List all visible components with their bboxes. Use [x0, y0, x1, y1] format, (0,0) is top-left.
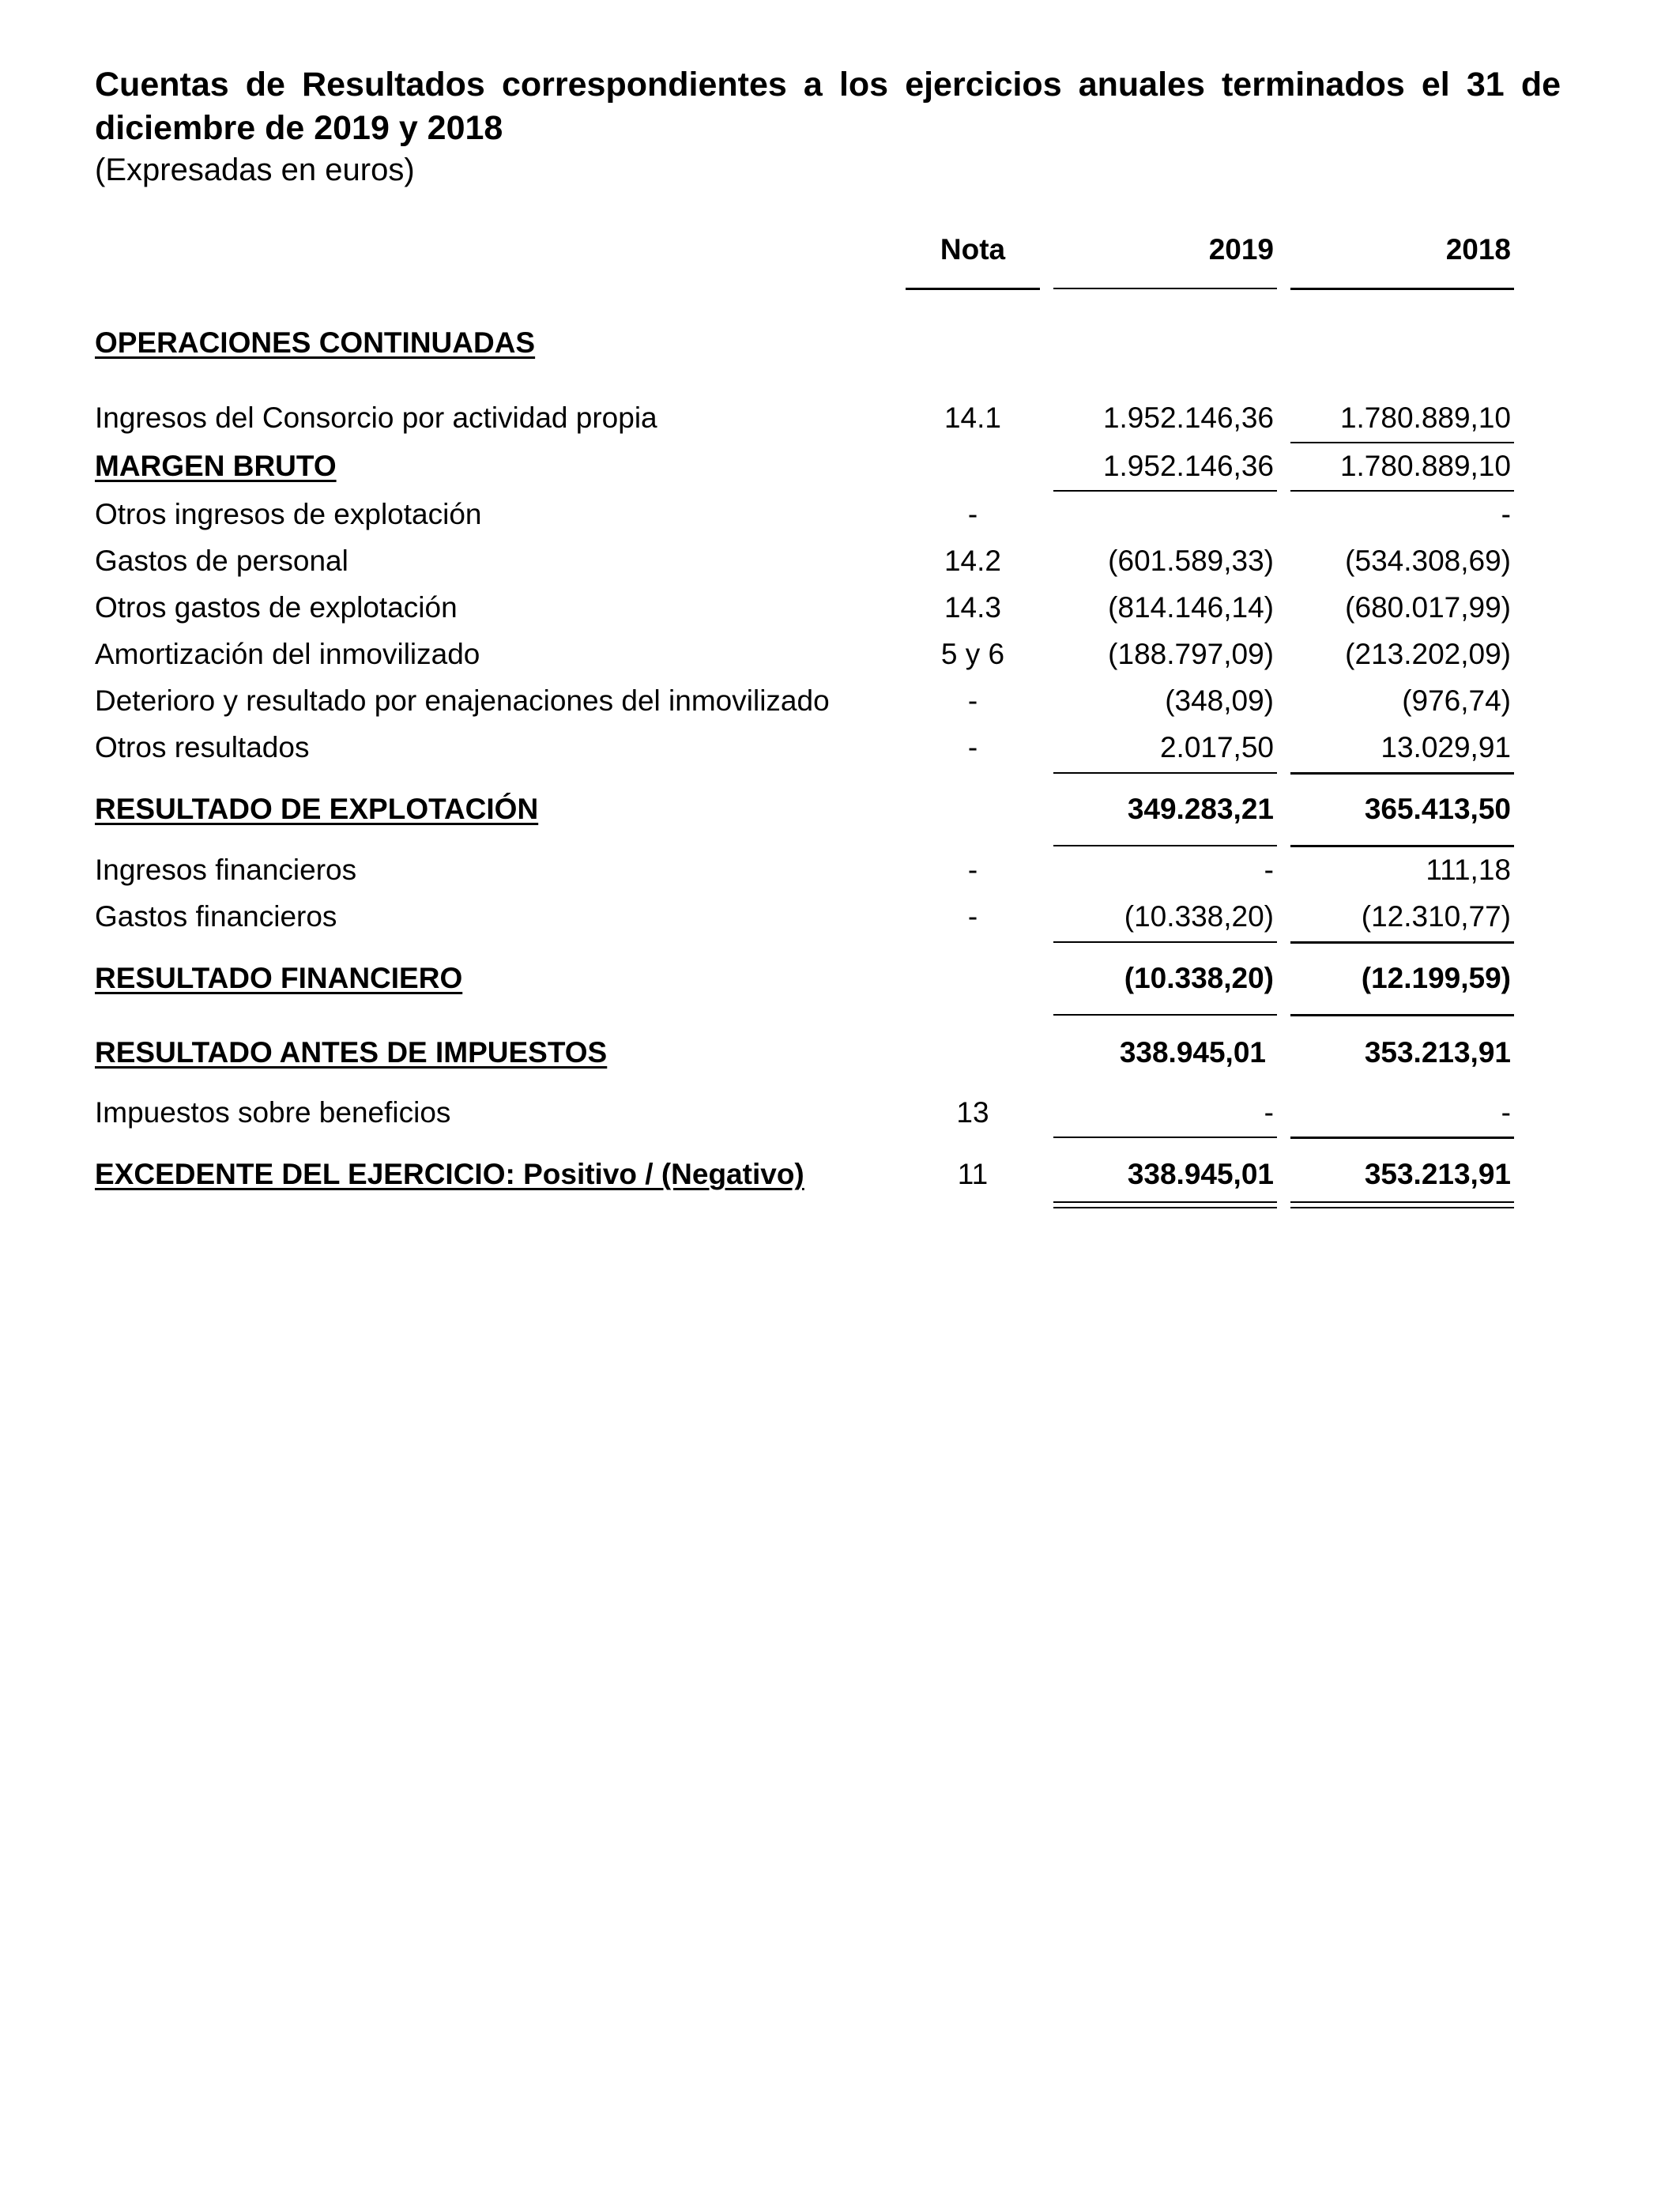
row-value-2019: 1.952.146,36	[1102, 450, 1274, 482]
row-value-2018: (680.017,99)	[1345, 591, 1511, 624]
row-value-2019: -	[1264, 854, 1274, 886]
row-label: MARGEN BRUTO	[95, 450, 337, 482]
rule	[1290, 941, 1514, 944]
row-nota: 5 y 6	[940, 638, 1005, 670]
row-nota: -	[967, 684, 978, 717]
row-value-2019: (188.797,09)	[1108, 638, 1274, 670]
row-label: Gastos de personal	[95, 545, 348, 577]
row-label: Gastos financieros	[95, 900, 337, 933]
row-value-2018: -	[1501, 1096, 1511, 1129]
rule	[1053, 1137, 1277, 1138]
row-value-2019: 1.952.146,36	[1102, 401, 1274, 434]
row-nota: -	[967, 854, 978, 886]
header-2019: 2019	[1208, 233, 1274, 266]
rule	[1053, 845, 1277, 846]
row-label: Otros gastos de explotación	[95, 591, 458, 624]
rule	[1053, 1014, 1277, 1016]
rule	[1290, 1014, 1514, 1016]
header-rule-nota	[906, 288, 1040, 290]
row-value-2019: (601.589,33)	[1108, 545, 1274, 577]
row-label: Otros ingresos de explotación	[95, 498, 482, 530]
rule	[1290, 490, 1514, 492]
document-subtitle: (Expresadas en euros)	[95, 153, 415, 187]
row-value-2019: (814.146,14)	[1108, 591, 1274, 624]
row-value-2018: 1.780.889,10	[1339, 401, 1511, 434]
row-value-2019: 2.017,50	[1159, 731, 1274, 763]
row-nota: -	[967, 498, 978, 530]
row-value-2018: 13.029,91	[1381, 731, 1511, 763]
row-value-2019: 349.283,21	[1127, 793, 1274, 825]
double-rule	[1290, 1201, 1514, 1208]
row-value-2019: (10.338,20)	[1124, 900, 1274, 933]
row-label: Impuestos sobre beneficios	[95, 1096, 451, 1129]
rule	[1290, 442, 1514, 443]
row-label: EXCEDENTE DEL EJERCICIO: Positivo / (Negativo)	[95, 1158, 804, 1190]
section-heading: OPERACIONES CONTINUADAS	[95, 326, 536, 359]
row-value-2018: 111,18	[1426, 854, 1511, 886]
row-value-2018: -	[1501, 498, 1511, 530]
row-label: RESULTADO ANTES DE IMPUESTOS	[95, 1036, 608, 1069]
row-value-2018: (534.308,69)	[1345, 545, 1511, 577]
row-value-2019: -	[1264, 1096, 1274, 1129]
row-nota: 14.1	[944, 401, 1001, 434]
row-value-2019: (10.338,20)	[1124, 962, 1274, 994]
row-nota: 13	[956, 1096, 989, 1129]
rule	[1290, 845, 1514, 847]
row-label: Ingresos financieros	[95, 854, 357, 886]
row-value-2018: (12.199,59)	[1361, 962, 1511, 994]
row-label: RESULTADO DE EXPLOTACIÓN	[95, 793, 539, 825]
row-value-2019: 338.945,01	[1127, 1158, 1274, 1190]
row-value-2018: 365.413,50	[1364, 793, 1511, 825]
rule	[1053, 490, 1277, 492]
header-2018: 2018	[1445, 233, 1511, 266]
row-nota: -	[967, 900, 978, 933]
row-value-2018: (976,74)	[1402, 684, 1511, 717]
rule	[1053, 941, 1277, 943]
row-nota: -	[967, 731, 978, 763]
row-label: Amortización del inmovilizado	[95, 638, 480, 670]
row-label: Deterioro y resultado por enajenaciones del inmovilizado	[95, 684, 830, 717]
rule	[1290, 772, 1514, 775]
row-label: Ingresos del Consorcio por actividad propia	[95, 401, 657, 434]
row-value-2018: (12.310,77)	[1361, 900, 1511, 933]
rule	[1053, 772, 1277, 774]
row-value-2019: (348,09)	[1165, 684, 1274, 717]
double-rule	[1053, 1201, 1277, 1208]
row-label: RESULTADO FINANCIERO	[95, 962, 463, 994]
header-rule-2019	[1053, 288, 1277, 289]
document-title: Cuentas de Resultados correspondientes a los ejercicios anuales terminados el 31 de diciembre de 2019 y 2018	[95, 66, 1561, 147]
row-value-2018: 1.780.889,10	[1339, 450, 1511, 482]
row-value-2018: 353.213,91	[1364, 1036, 1511, 1069]
row-nota: 14.2	[944, 545, 1001, 577]
row-nota: 11	[957, 1158, 989, 1190]
row-nota: 14.3	[944, 591, 1001, 624]
row-value-2019: 338.945,01	[1119, 1036, 1266, 1069]
row-value-2018: (213.202,09)	[1345, 638, 1511, 670]
rule	[1290, 1137, 1514, 1139]
row-label: Otros resultados	[95, 731, 310, 763]
header-nota: Nota	[940, 233, 1006, 266]
header-rule-2018	[1290, 288, 1514, 290]
row-value-2018: 353.213,91	[1364, 1158, 1511, 1190]
